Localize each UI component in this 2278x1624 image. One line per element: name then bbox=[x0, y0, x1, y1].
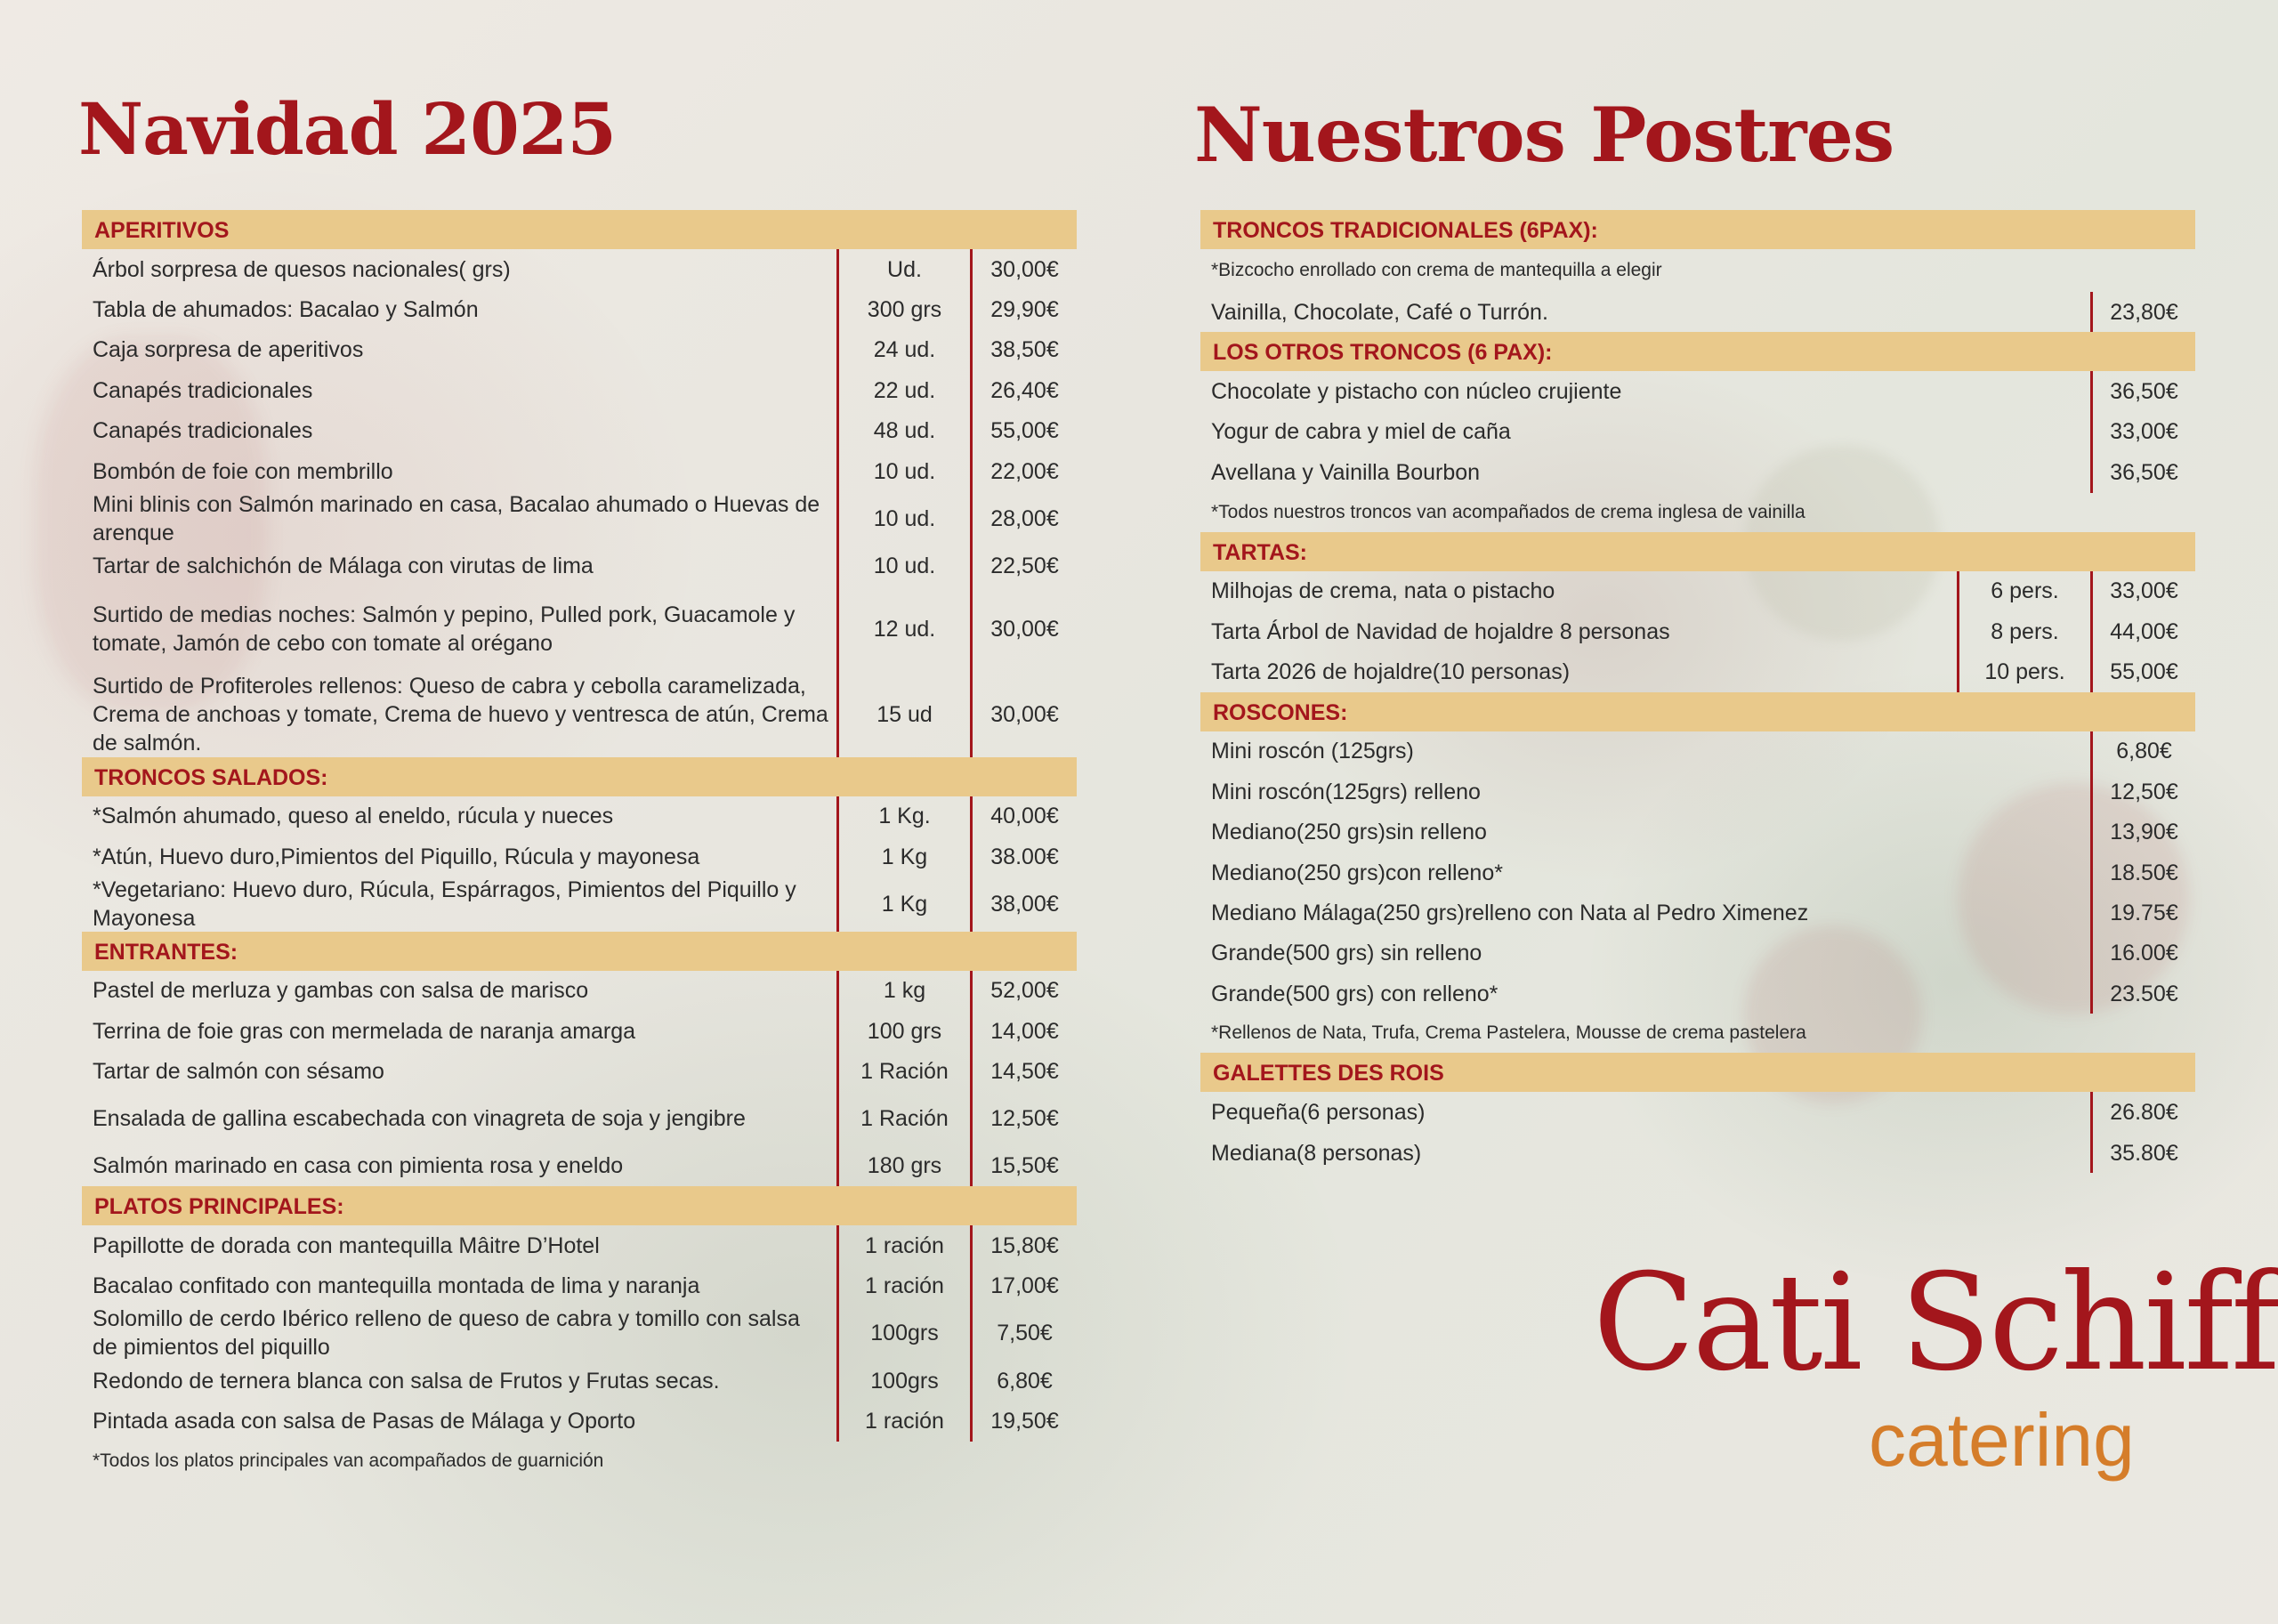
section-heading: TRONCOS SALADOS: bbox=[82, 757, 1077, 796]
brand-logo-name: Cati Schiff bbox=[1593, 1246, 2278, 1401]
section-heading: APERITIVOS bbox=[82, 210, 1077, 249]
item-name: *Vegetariano: Huevo duro, Rúcula, Espárragos, Pimientos del Piquillo y Mayonesa bbox=[93, 877, 796, 932]
item-quantity: 15 ud bbox=[836, 672, 970, 757]
menu-item-row bbox=[82, 971, 1077, 1011]
item-price: 52,00€ bbox=[970, 971, 1077, 1011]
menu-item-row bbox=[82, 1011, 1077, 1051]
item-price: 22,50€ bbox=[970, 545, 1077, 586]
section-note: *Bizcocho enrollado con crema de mantequilla a elegir bbox=[1211, 260, 1662, 280]
item-price: 38,00€ bbox=[970, 877, 1077, 932]
item-name: Caja sorpresa de aperitivos bbox=[93, 337, 364, 363]
section-note: *Rellenos de Nata, Trufa, Crema Pastelera, Mousse de crema pastelera bbox=[1211, 1022, 1806, 1044]
menu-item-row bbox=[82, 1146, 1077, 1186]
item-price: 19,50€ bbox=[970, 1401, 1077, 1441]
item-name: Surtido de medias noches: Salmón y pepino, Pulled pork, Guacamole y tomate, Jamón de cebo con tomate al orégano bbox=[93, 602, 796, 656]
menu-item-row bbox=[82, 1225, 1077, 1265]
item-name: Tarta 2026 de hojaldre(10 personas) bbox=[1211, 659, 1571, 685]
item-price: 18.50€ bbox=[2090, 852, 2195, 893]
item-name: Tabla de ahumados: Bacalao y Salmón bbox=[93, 297, 479, 323]
menu-item-row bbox=[82, 491, 1077, 545]
item-quantity: 8 pers. bbox=[1957, 611, 2090, 651]
item-quantity: 1 Kg. bbox=[836, 796, 970, 836]
menu-item-row bbox=[1200, 772, 2195, 812]
item-price: 16.00€ bbox=[2090, 933, 2195, 974]
item-name: Avellana y Vainilla Bourbon bbox=[1211, 459, 1481, 485]
item-price: 38.00€ bbox=[970, 836, 1077, 877]
item-price: 44,00€ bbox=[2090, 611, 2195, 651]
item-price: 33,00€ bbox=[2090, 571, 2195, 611]
section-heading: ENTRANTES: bbox=[82, 932, 1077, 971]
item-price: 36,50€ bbox=[2090, 371, 2195, 411]
menu-item-row bbox=[82, 249, 1077, 289]
item-quantity: 1 ración bbox=[836, 1225, 970, 1265]
item-price: 14,00€ bbox=[970, 1011, 1077, 1051]
item-name: *Salmón ahumado, queso al eneldo, rúcula y nueces bbox=[93, 804, 614, 829]
item-quantity: 100 grs bbox=[836, 1011, 970, 1051]
item-name: Papillotte de dorada con mantequilla Mâitre D’Hotel bbox=[93, 1232, 600, 1258]
menu-item-row bbox=[82, 1092, 1077, 1146]
item-quantity: 10 ud. bbox=[836, 545, 970, 586]
item-quantity: 10 ud. bbox=[836, 451, 970, 491]
section-heading: ROSCONES: bbox=[1200, 692, 2195, 731]
menu-item-row bbox=[1200, 651, 2195, 691]
item-price: 23,80€ bbox=[2090, 292, 2195, 332]
menu-item-row bbox=[1200, 412, 2195, 452]
item-price: 30,00€ bbox=[970, 586, 1077, 672]
menu-item-row bbox=[82, 1401, 1077, 1441]
menu-item-row bbox=[1200, 1092, 2195, 1132]
menu-item-row bbox=[1200, 933, 2195, 974]
item-price: 28,00€ bbox=[970, 491, 1077, 545]
item-name: Terrina de foie gras con mermelada de naranja amarga bbox=[93, 1018, 636, 1044]
section-note: *Todos los platos principales van acompañados de guarnición bbox=[93, 1450, 604, 1471]
item-name: Tartar de salmón con sésamo bbox=[93, 1058, 384, 1084]
menu-item-row bbox=[82, 545, 1077, 586]
item-name: Grande(500 grs) con relleno* bbox=[1211, 981, 1498, 1006]
section-heading: LOS OTROS TRONCOS (6 PAX): bbox=[1200, 332, 2195, 371]
item-name: Mediano Málaga(250 grs)relleno con Nata al Pedro Ximenez bbox=[1211, 900, 1809, 925]
menu-item-row bbox=[82, 451, 1077, 491]
item-name: Chocolate y pistacho con núcleo crujiente bbox=[1211, 379, 1622, 405]
item-name: Yogur de cabra y miel de caña bbox=[1211, 419, 1511, 445]
item-price: 35.80€ bbox=[2090, 1133, 2195, 1173]
menu-title-left: Navidad 2025 bbox=[78, 87, 617, 171]
item-quantity: 100grs bbox=[836, 1361, 970, 1401]
menu-item-row bbox=[82, 1361, 1077, 1401]
item-price: 13,90€ bbox=[2090, 812, 2195, 852]
menu-item-row bbox=[82, 1265, 1077, 1305]
menu-item-row bbox=[82, 796, 1077, 836]
item-quantity: 1 ración bbox=[836, 1401, 970, 1441]
item-price: 12,50€ bbox=[970, 1092, 1077, 1146]
item-name: Grande(500 grs) sin relleno bbox=[1211, 941, 1482, 966]
item-price: 36,50€ bbox=[2090, 452, 2195, 492]
item-name: Tartar de salchichón de Málaga con virutas de lima bbox=[93, 553, 594, 579]
item-name: Mini roscón (125grs) bbox=[1211, 739, 1414, 764]
menu-item-row bbox=[1200, 371, 2195, 411]
left-menu-panel bbox=[82, 210, 1077, 1481]
item-name: Bacalao confitado con mantequilla montada de lima y naranja bbox=[93, 1273, 700, 1299]
item-quantity: 1 kg bbox=[836, 971, 970, 1011]
item-price: 30,00€ bbox=[970, 672, 1077, 757]
item-quantity: Ud. bbox=[836, 249, 970, 289]
item-name: Mini roscón(125grs) relleno bbox=[1211, 779, 1481, 804]
item-name: Pintada asada con salsa de Pasas de Málaga y Oporto bbox=[93, 1408, 636, 1434]
item-name: Redondo de ternera blanca con salsa de Frutos y Frutas secas. bbox=[93, 1368, 720, 1394]
item-name: Salmón marinado en casa con pimienta rosa y eneldo bbox=[93, 1153, 624, 1179]
item-name: Tarta Árbol de Navidad de hojaldre 8 personas bbox=[1211, 618, 1670, 644]
menu-item-row bbox=[1200, 1133, 2195, 1173]
item-price: 15,80€ bbox=[970, 1225, 1077, 1265]
menu-title-right: Nuestros Postres bbox=[1194, 91, 1894, 179]
item-price: 29,90€ bbox=[970, 289, 1077, 329]
menu-item-row bbox=[82, 330, 1077, 370]
item-quantity: 180 grs bbox=[836, 1146, 970, 1186]
menu-item-row bbox=[1200, 731, 2195, 772]
item-price: 22,00€ bbox=[970, 451, 1077, 491]
menu-item-row bbox=[82, 1306, 1077, 1361]
item-quantity: 22 ud. bbox=[836, 370, 970, 410]
item-name: Vainilla, Chocolate, Café o Turrón. bbox=[1211, 299, 1548, 325]
item-price: 55,00€ bbox=[2090, 651, 2195, 691]
item-name: Bombón de foie con membrillo bbox=[93, 458, 393, 484]
menu-item-row bbox=[82, 411, 1077, 451]
menu-item-row bbox=[1200, 893, 2195, 933]
item-name: Solomillo de cerdo Ibérico relleno de queso de cabra y tomillo con salsa de pimientos del piquillo bbox=[93, 1306, 800, 1361]
item-price: 40,00€ bbox=[970, 796, 1077, 836]
menu-item-row bbox=[82, 877, 1077, 932]
menu-item-row bbox=[1200, 571, 2195, 611]
item-price: 15,50€ bbox=[970, 1146, 1077, 1186]
item-price: 26.80€ bbox=[2090, 1092, 2195, 1132]
menu-item-row bbox=[82, 1051, 1077, 1091]
item-name: Canapés tradicionales bbox=[93, 418, 313, 444]
section-heading: TRONCOS TRADICIONALES (6PAX): bbox=[1200, 210, 2195, 249]
item-quantity: 1 Ración bbox=[836, 1051, 970, 1091]
item-price: 33,00€ bbox=[2090, 412, 2195, 452]
section-heading: GALETTES DES ROIS bbox=[1200, 1053, 2195, 1092]
item-quantity: 1 Kg bbox=[836, 836, 970, 877]
item-quantity: 10 pers. bbox=[1957, 651, 2090, 691]
right-menu-panel bbox=[1200, 210, 2195, 1173]
brand-logo-subtitle: catering bbox=[1869, 1398, 2135, 1482]
item-quantity: 24 ud. bbox=[836, 330, 970, 370]
item-name: Mediano(250 grs)sin relleno bbox=[1211, 820, 1487, 845]
item-name: Árbol sorpresa de quesos nacionales( grs) bbox=[93, 256, 511, 282]
item-name: *Atún, Huevo duro,Pimientos del Piquillo, Rúcula y mayonesa bbox=[93, 844, 700, 869]
item-price: 12,50€ bbox=[2090, 772, 2195, 812]
item-quantity: 1 ración bbox=[836, 1265, 970, 1305]
item-quantity: 6 pers. bbox=[1957, 571, 2090, 611]
item-name: Mediano(250 grs)con relleno* bbox=[1211, 860, 1503, 885]
menu-item-row bbox=[82, 289, 1077, 329]
item-price: 6,80€ bbox=[2090, 731, 2195, 772]
item-name: Pastel de merluza y gambas con salsa de marisco bbox=[93, 978, 589, 1004]
menu-item-row bbox=[82, 836, 1077, 877]
menu-item-row bbox=[1200, 611, 2195, 651]
item-name: Canapés tradicionales bbox=[93, 377, 313, 403]
item-price: 19.75€ bbox=[2090, 893, 2195, 933]
item-price: 30,00€ bbox=[970, 249, 1077, 289]
menu-item-row bbox=[1200, 852, 2195, 893]
item-price: 7,50€ bbox=[970, 1306, 1077, 1361]
item-price: 26,40€ bbox=[970, 370, 1077, 410]
menu-item-row bbox=[82, 672, 1077, 757]
item-quantity: 12 ud. bbox=[836, 586, 970, 672]
item-price: 23.50€ bbox=[2090, 974, 2195, 1014]
item-name: Ensalada de gallina escabechada con vinagreta de soja y jengibre bbox=[93, 1106, 746, 1132]
item-quantity: 1 Ración bbox=[836, 1092, 970, 1146]
item-quantity: 48 ud. bbox=[836, 411, 970, 451]
item-name: Milhojas de crema, nata o pistacho bbox=[1211, 578, 1555, 604]
section-heading: TARTAS: bbox=[1200, 532, 2195, 571]
item-price: 6,80€ bbox=[970, 1361, 1077, 1401]
menu-item-row bbox=[1200, 812, 2195, 852]
item-quantity: 10 ud. bbox=[836, 491, 970, 545]
section-note: *Todos nuestros troncos van acompañados de crema inglesa de vainilla bbox=[1211, 501, 1805, 522]
item-quantity: 100grs bbox=[836, 1306, 970, 1361]
menu-item-row bbox=[1200, 292, 2195, 332]
menu-item-row bbox=[1200, 452, 2195, 492]
item-price: 17,00€ bbox=[970, 1265, 1077, 1305]
item-price: 38,50€ bbox=[970, 330, 1077, 370]
menu-item-row bbox=[1200, 974, 2195, 1014]
section-heading: PLATOS PRINCIPALES: bbox=[82, 1186, 1077, 1225]
menu-item-row bbox=[82, 586, 1077, 672]
item-name: Pequeña(6 personas) bbox=[1211, 1100, 1426, 1126]
item-price: 55,00€ bbox=[970, 411, 1077, 451]
item-quantity: 1 Kg bbox=[836, 877, 970, 932]
menu-item-row bbox=[82, 370, 1077, 410]
item-quantity: 300 grs bbox=[836, 289, 970, 329]
item-name: Mini blinis con Salmón marinado en casa, Bacalao ahumado o Huevas de arenque bbox=[93, 491, 820, 545]
item-name: Mediana(8 personas) bbox=[1211, 1140, 1422, 1166]
item-price: 14,50€ bbox=[970, 1051, 1077, 1091]
item-name: Surtido de Profiteroles rellenos: Queso de cabra y cebolla caramelizada, Crema de anchoas y tomate, Crema de huevo y ventresca de atún, Crema de salmón. bbox=[93, 673, 828, 755]
